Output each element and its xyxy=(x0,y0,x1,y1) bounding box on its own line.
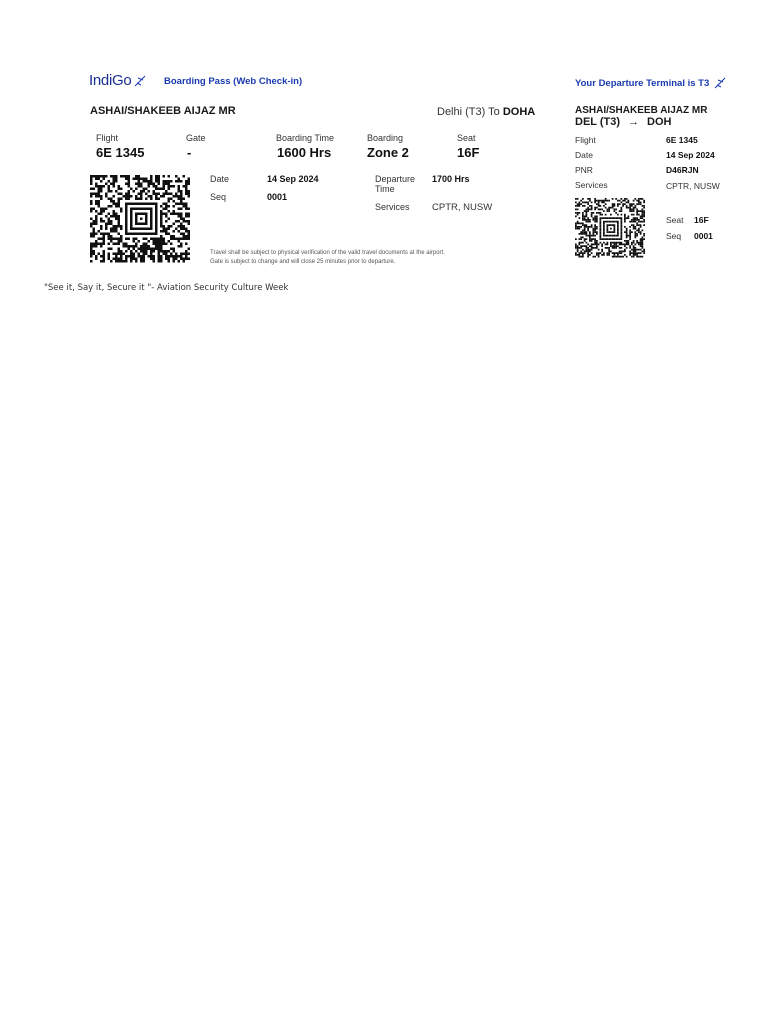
stub-pnr-value: D46RJN xyxy=(666,165,699,175)
stub-seq-label: Seq xyxy=(666,231,682,241)
date-label: Date xyxy=(210,174,230,184)
gate-note: Gate is subject to change and will close 25 minutes prior to departure. xyxy=(210,259,396,265)
departure-time-label: Time xyxy=(375,184,395,194)
seat-label: Seat xyxy=(457,133,476,143)
route-to: DOHA xyxy=(502,106,536,118)
travel-note: Travel shall be subject to physical verification of the valid travel documents at the airport. xyxy=(210,250,445,256)
departure-value: 1700 Hrs xyxy=(432,174,470,184)
stub-flight-value: 6E 1345 xyxy=(666,135,698,145)
stub-services-label: Services xyxy=(575,180,608,190)
stub-qr-code xyxy=(575,198,645,259)
stub-pnr-label: PNR xyxy=(575,165,593,175)
stub-date-label: Date xyxy=(575,150,593,160)
stub-seat-label: Seat xyxy=(666,215,684,225)
arrow-right-icon: → xyxy=(628,116,640,128)
plane-icon xyxy=(133,74,147,88)
stub-seat-value: 16F xyxy=(694,215,709,225)
date-value: 14 Sep 2024 xyxy=(267,174,319,184)
seq-value: 0001 xyxy=(267,192,288,202)
stub-seq-value: 0001 xyxy=(694,231,713,241)
gate-label: Gate xyxy=(186,133,206,143)
qr-code xyxy=(90,175,190,263)
seat-value: 16F xyxy=(457,145,480,160)
passenger-name: ASHAI/SHAKEEB AIJAZ MR xyxy=(90,105,236,117)
terminal-notice xyxy=(575,76,727,90)
services-value: CPTR, NUSW xyxy=(432,202,493,213)
route xyxy=(437,106,535,118)
flight-label: Flight xyxy=(96,133,119,143)
security-footer: "See it, Say it, Secure it "- Aviation Security Culture Week xyxy=(44,283,289,293)
stub-route-to: DOH xyxy=(647,116,672,128)
stub-route xyxy=(575,116,671,128)
services-label: Services xyxy=(375,202,410,212)
boarding-time-label: Boarding Time xyxy=(276,133,335,143)
seq-label: Seq xyxy=(210,192,227,202)
stub-date-value: 14 Sep 2024 xyxy=(666,150,715,160)
gate-value: - xyxy=(187,145,192,160)
boarding-time-value: 1600 Hrs xyxy=(277,145,332,160)
stub-flight-label: Flight xyxy=(575,135,596,145)
boarding-label: Boarding xyxy=(367,133,404,143)
boarding-pass-title: Boarding Pass (Web Check-in) xyxy=(164,76,303,87)
flight-value: 6E 1345 xyxy=(96,145,145,160)
boarding-value: Zone 2 xyxy=(367,145,409,160)
route-from: Delhi (T3) To xyxy=(437,106,500,118)
stub-services-value: CPTR, NUSW xyxy=(666,181,720,191)
plane-icon xyxy=(713,76,727,90)
indigo-logo xyxy=(89,72,147,89)
terminal-text: Your Departure Terminal is T3 xyxy=(575,77,710,89)
stub-passenger-name: ASHAI/SHAKEEB AIJAZ MR xyxy=(575,105,708,116)
stub-route-from: DEL (T3) xyxy=(575,116,621,128)
departure-label: Departure xyxy=(375,174,416,184)
logo-text: IndiGo xyxy=(89,72,132,89)
